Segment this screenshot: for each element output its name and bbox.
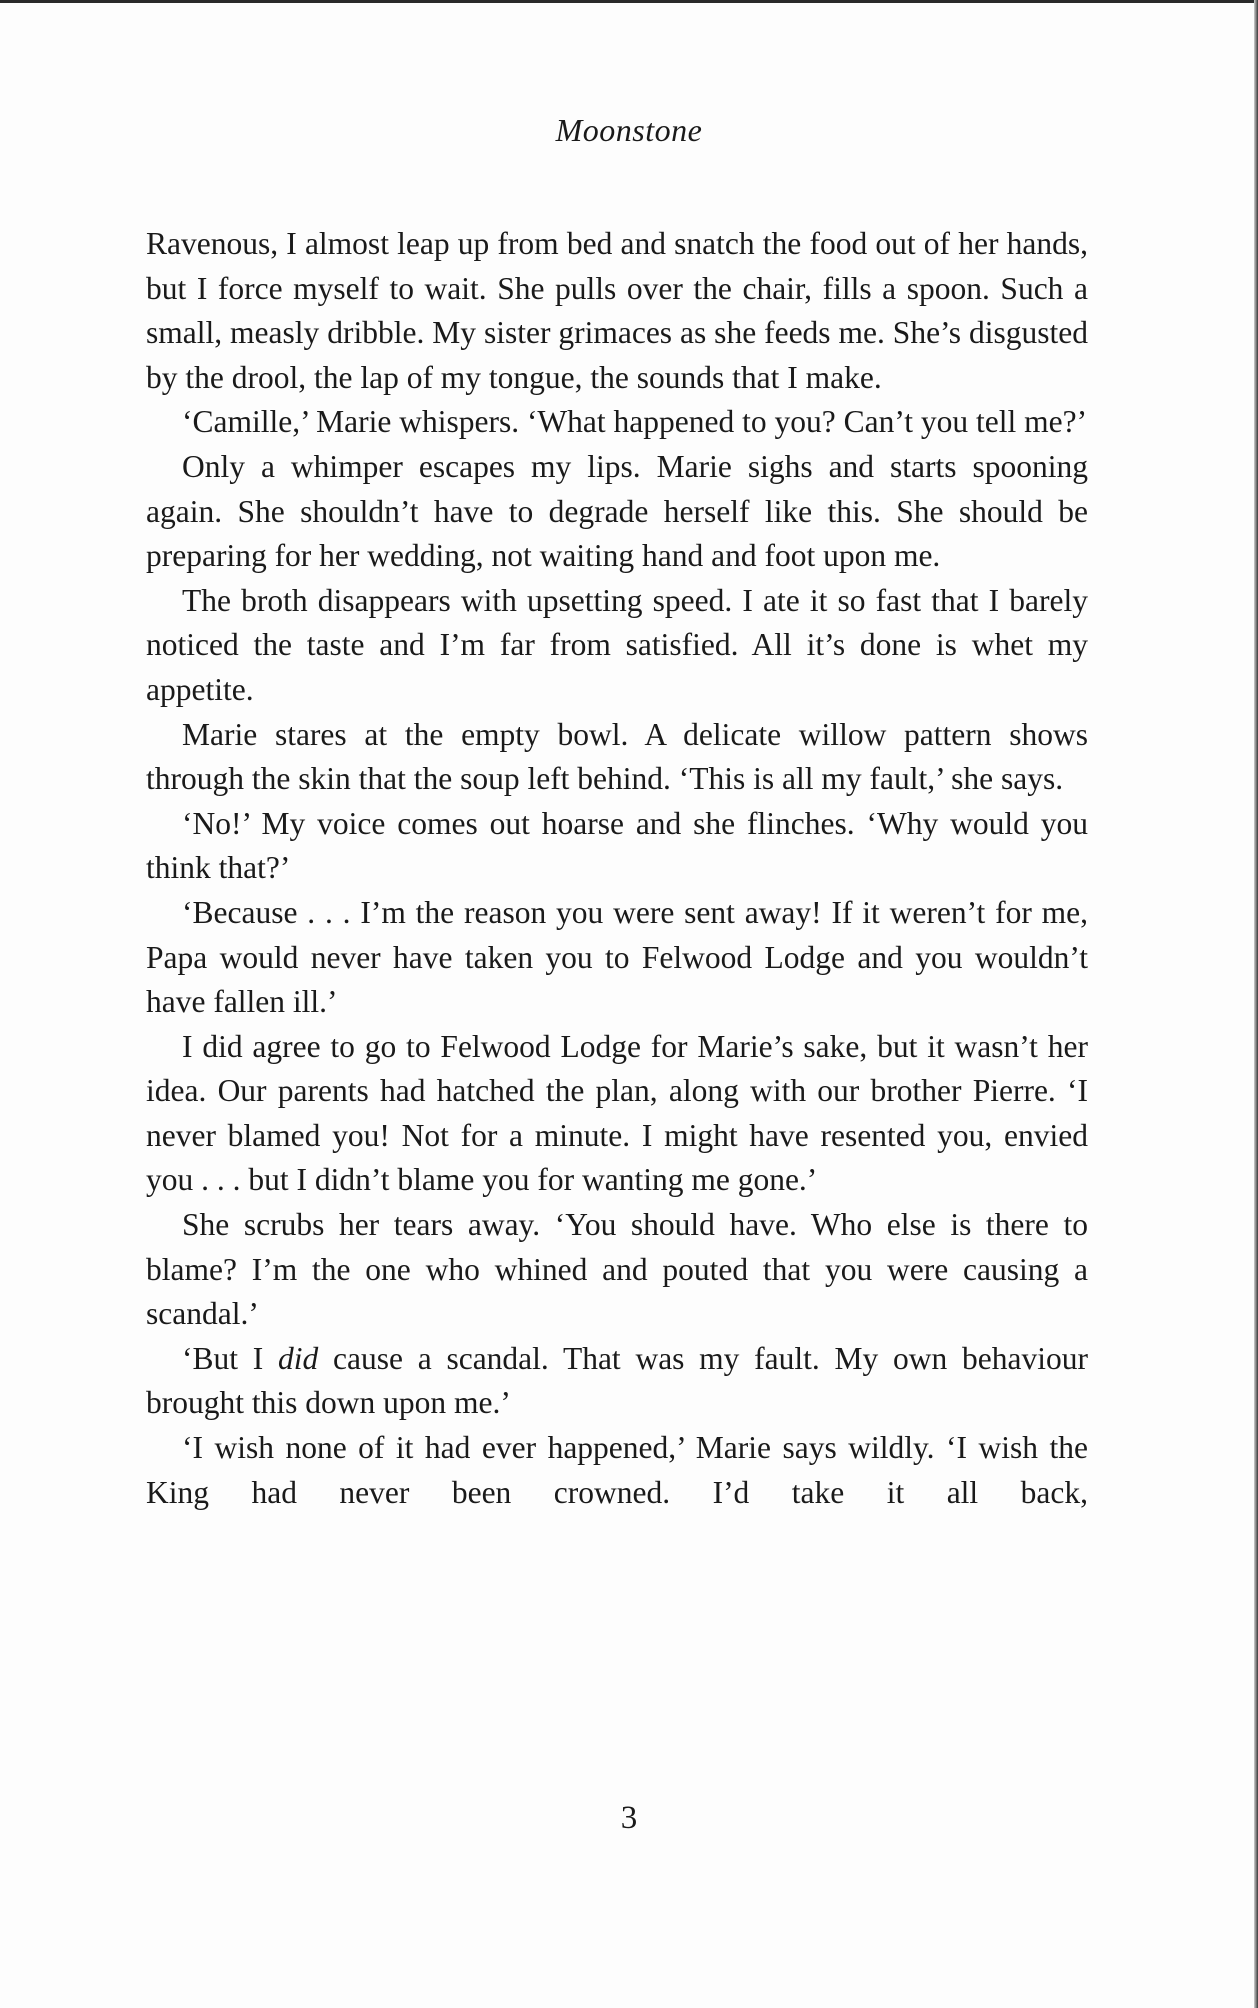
paragraph-9: She scrubs her tears away. ‘You should have. Who else is there to blame? I’m the one who whined and pouted that you were causing a scandal.’ (146, 1207, 1088, 1332)
page-right-edge (1254, 0, 1258, 2008)
paragraph-10-tail: cause a scandal. That was my fault. My own behaviour brought this down upon me.’ (146, 1340, 1088, 1421)
paragraph-10-lead: ‘But I (182, 1340, 278, 1376)
paragraph-3: Only a whimper escapes my lips. Marie sighs and starts spooning again. She shouldn’t have to degrade herself like this. She should be preparing for her wedding, not waiting hand and foot upon me. (146, 448, 1088, 574)
page-number: 3 (620, 1800, 638, 1836)
paragraph-4: The broth disappears with upsetting speed. I ate it so fast that I barely noticed the taste and I’m far from satisfied. All it’s done is whet my appetite. (146, 582, 1088, 707)
paragraph-5: Marie stares at the empty bowl. A delicate willow pattern shows through the skin that the soup left behind. ‘This is all my fault,’ she says. (146, 716, 1088, 797)
paragraph-2: ‘Camille,’ Marie whispers. ‘What happened to you? Can’t you tell me?’ (182, 404, 1088, 440)
page-top-edge (0, 0, 1258, 3)
body-text (146, 222, 1088, 1515)
paragraph-11: ‘I wish none of it had ever happened,’ Marie says wildly. ‘I wish the King had never been crowned. I’d take it all back, (146, 1430, 1088, 1510)
paragraph-8: I did agree to go to Felwood Lodge for Marie’s sake, but it wasn’t her idea. Our parents had hatched the plan, along with our brother Pierre. ‘I never blamed you! Not for a minute. I might have resented you, envied you . . . but I didn’t blame you for wanting me gone.’ (146, 1028, 1088, 1198)
paragraph-6: ‘No!’ My voice comes out hoarse and she flinches. ‘Why would you think that?’ (146, 805, 1088, 886)
paragraph-10-italic: did (278, 1340, 319, 1376)
paragraph-1: Ravenous, I almost leap up from bed and snatch the food out of her hands, but I force myself to wait. She pulls over the chair, fills a spoon. Such a small, measly dribble. My sister grimaces as she feeds me. She’s disgusted by the drool, the lap of my tongue, the sounds that I make. (146, 226, 1088, 395)
paragraph-10 (146, 1337, 1088, 1426)
paragraph-7: ‘Because . . . I’m the reason you were sent away! If it weren’t for me, Papa would never have taken you to Felwood Lodge and you wouldn’t have fallen ill.’ (146, 894, 1088, 1020)
running-head: Moonstone (555, 112, 703, 148)
